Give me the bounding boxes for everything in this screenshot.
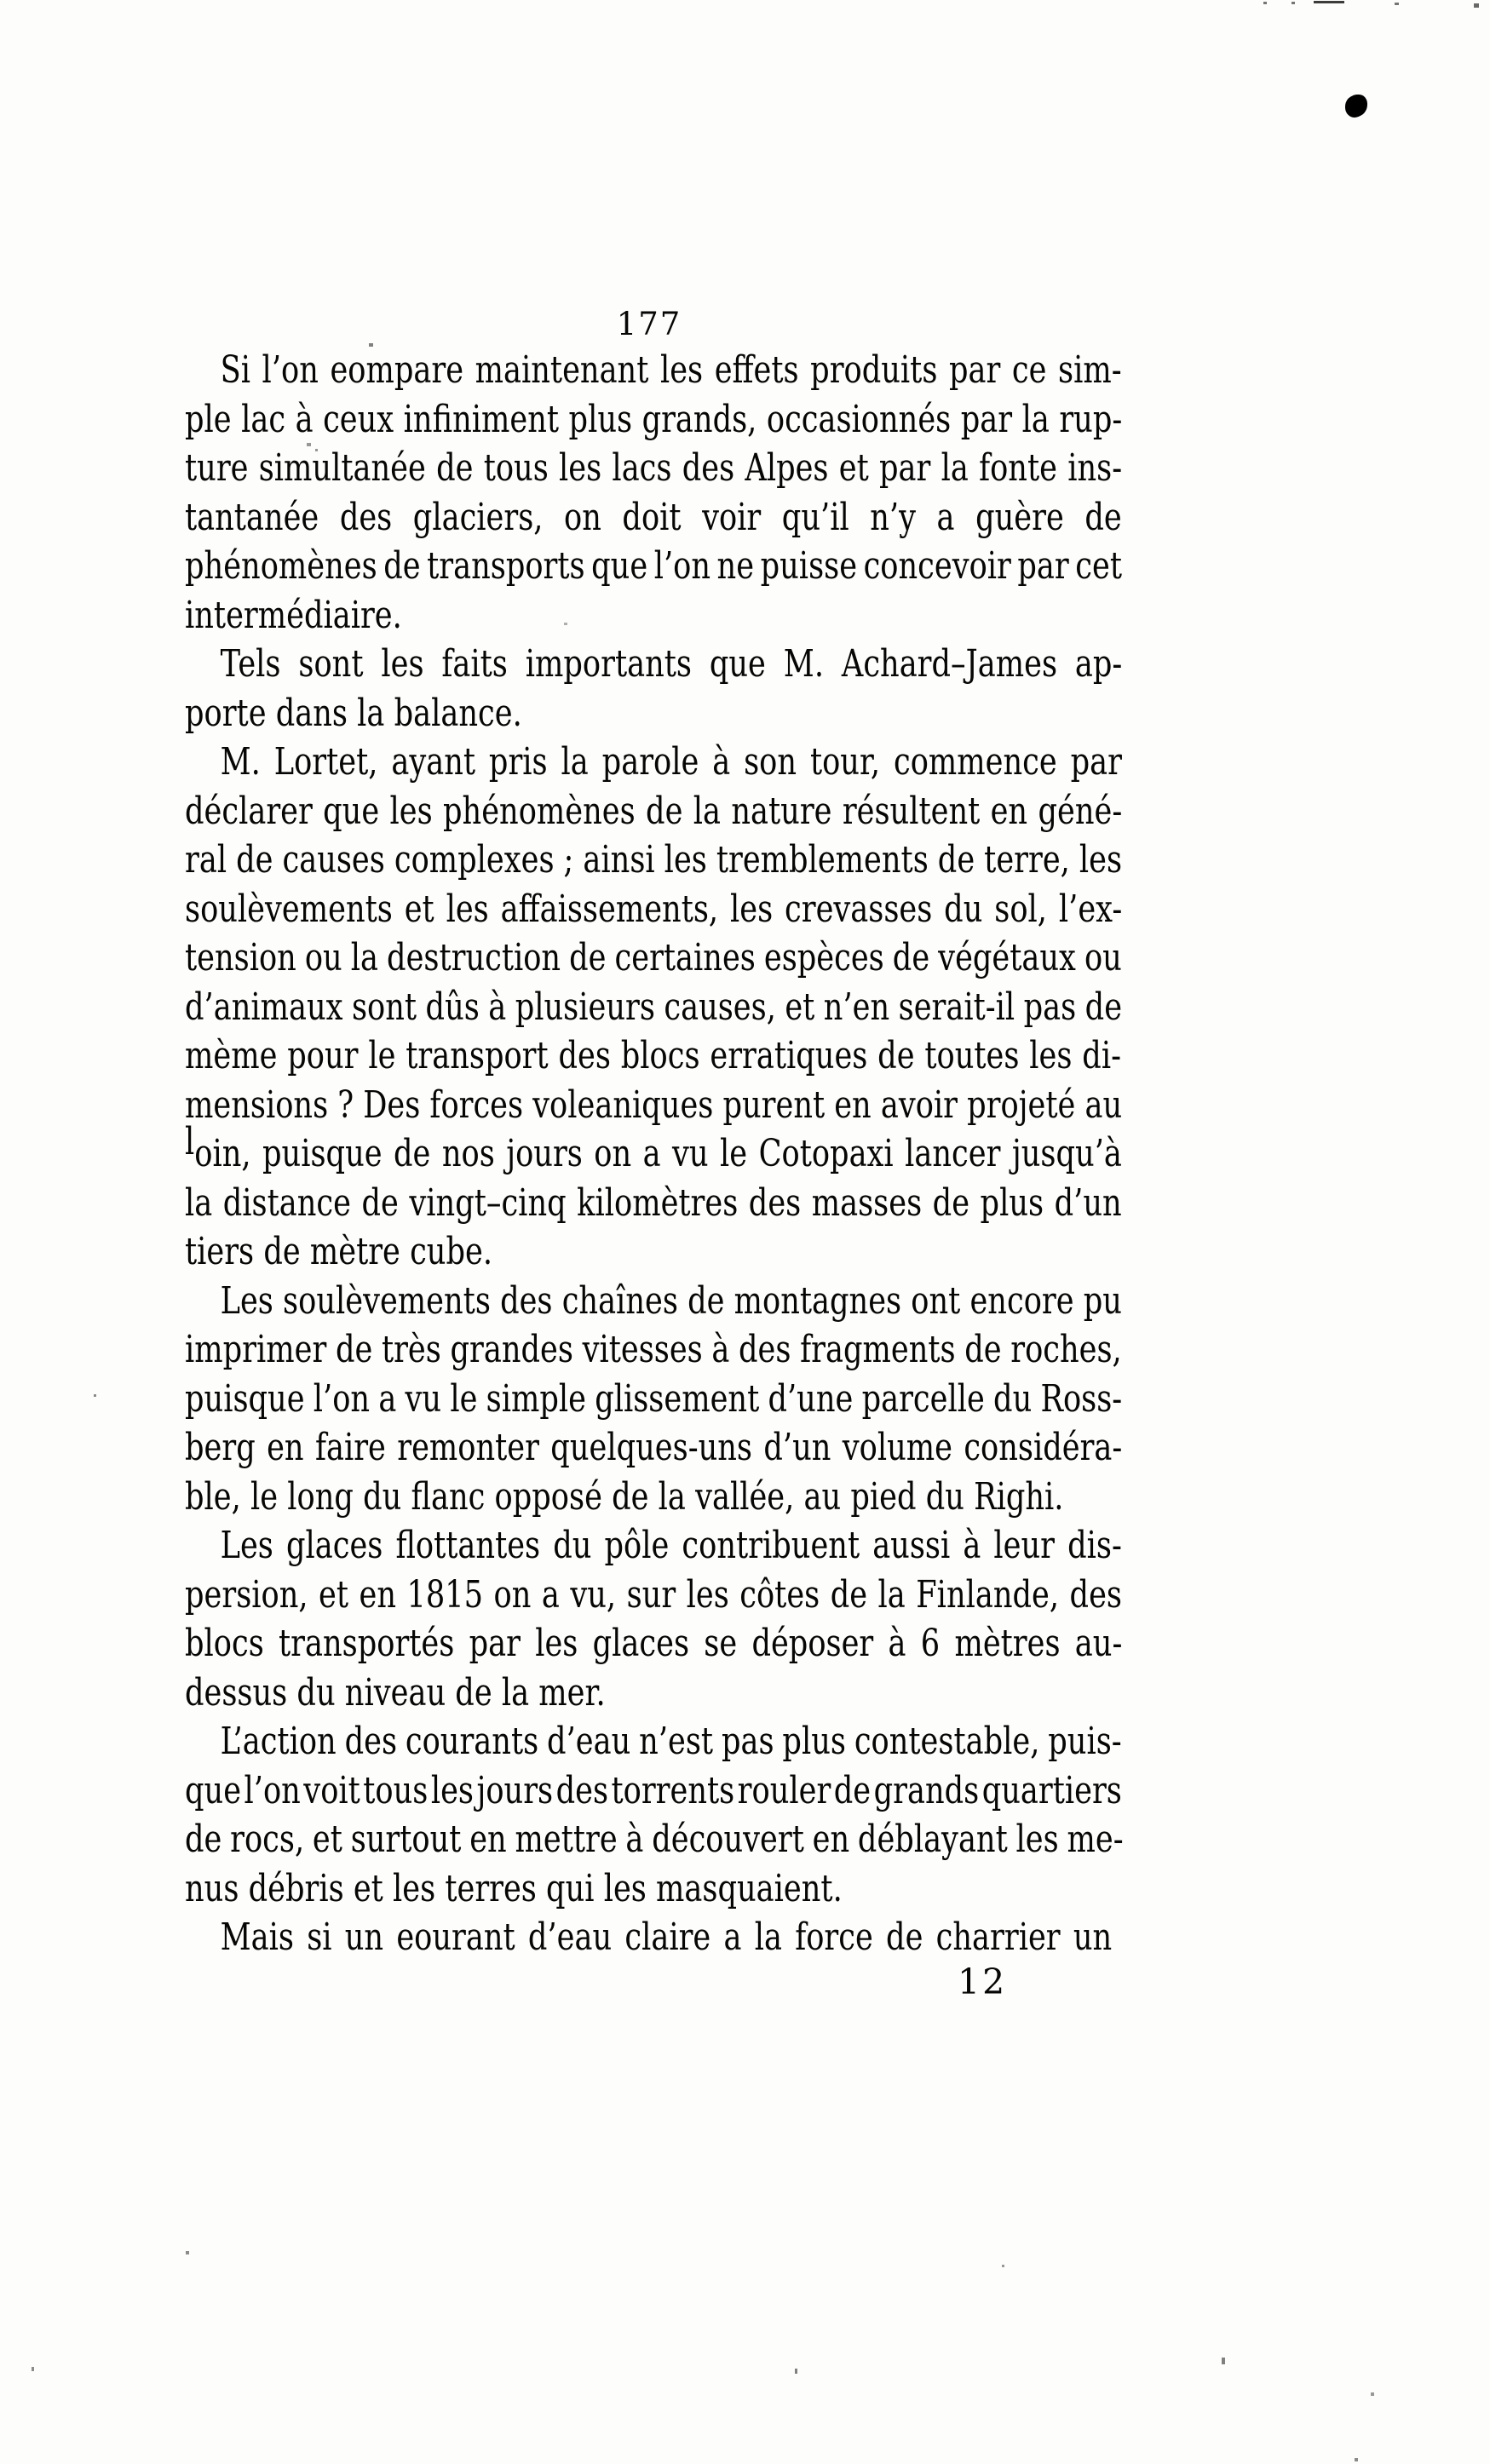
text-line: d’animaux sont dûs à plusieurs causes, et n’en serait-il pas de — [185, 985, 1123, 1029]
text-line: Tels sont les faits importants que M. Achard–James ap- — [220, 642, 1123, 686]
scan-speck — [315, 449, 318, 451]
scan-speck — [1474, 3, 1479, 8]
text-block — [185, 346, 1122, 1962]
scan-speck — [795, 2369, 797, 2374]
scan-speck — [1002, 2265, 1004, 2267]
scan-speck — [1355, 2458, 1358, 2461]
scan-speck — [564, 623, 567, 625]
text-line: Les soulèvements des chaînes de montagnes ont encore pu — [220, 1278, 1122, 1323]
scan-speck — [1222, 2358, 1225, 2364]
text-line: ble, le long du flanc opposé de la vallée, au pied du Righi. — [185, 1474, 1064, 1519]
text-line: la distance de vingt–cinq kilomètres des masses de plus d’un — [185, 1180, 1122, 1225]
scan-speck — [1292, 2, 1295, 4]
scan-speck — [369, 343, 373, 347]
scan-speck — [1395, 3, 1399, 5]
text-line: intermédiaire. — [185, 593, 402, 637]
text-line: nus débris et les terres qui les masquaient. — [185, 1866, 843, 1910]
scan-speck — [1371, 2392, 1374, 2396]
text-line: ral de causes complexes ; ainsi les tremblements de terre, les — [185, 838, 1123, 882]
text-line: M. Lortet, ayant pris la parole à son tour, commence par — [220, 740, 1122, 784]
text-line: mensions ? Des forces voleaniques purent en avoir projeté au — [185, 1083, 1123, 1127]
text-line: tantanée des glaciers, on doit voir qu’il n’y a guère de — [185, 495, 1122, 539]
scan-speck — [1314, 1, 1344, 3]
text-line: que l’on voit tous les jours des torrents rouler de grands quartiers — [185, 1768, 1122, 1812]
text-line: dessus du niveau de la mer. — [185, 1670, 606, 1714]
text-line: berg en faire remonter quelques-uns d’un volume considéra- — [185, 1426, 1123, 1469]
text-line: ture simultanée de tous les lacs des Alpes et par la fonte ins- — [185, 446, 1123, 490]
text-line: de rocs, et surtout en mettre à découvert en déblayant les me- — [185, 1818, 1124, 1861]
text-line: porte dans la balance. — [185, 691, 522, 735]
text-line: Si l’on eompare maintenant les effets produits par ce sim- — [220, 348, 1122, 392]
text-line: Mais si un eourant d’eau claire a la force de charrier un — [220, 1915, 1113, 1959]
text-line: tiers de mètre cube. — [185, 1230, 493, 1273]
text-line: mème pour le transport des blocs erratiques de toutes les di- — [185, 1034, 1121, 1077]
text-line: blocs transportés par les glaces se déposer à 6 mètres au- — [185, 1622, 1123, 1665]
text-line: L’action des courants d’eau n’est pas plus contestable, puis- — [220, 1720, 1122, 1763]
page-number: 177 — [616, 306, 682, 342]
scan-speck — [32, 2367, 34, 2371]
text-line: phénomènes de transports que l’on ne puisse concevoir par cet — [185, 544, 1122, 588]
text-line: déclarer que les phénomènes de la nature résultent en géné- — [185, 789, 1123, 833]
text-line: persion, et en 1815 on a vu, sur les côtes de la Finlande, des — [185, 1572, 1122, 1617]
text-line: imprimer de très grandes vitesses à des fragments de roches, — [185, 1328, 1122, 1371]
text-line: tension ou la destruction de certaines espèces de végétaux ou — [185, 936, 1122, 979]
ink-blot-mark — [1347, 95, 1367, 117]
text-line: loin, puisque de nos jours on a vu le Cotopaxi lancer jusqu’à — [185, 1120, 1122, 1175]
scan-speck — [1263, 2, 1267, 4]
text-line: ple lac à ceux infiniment plus grands, occasionnés par la rup- — [185, 397, 1123, 441]
text-line: puisque l’on a vu le simple glissement d’une parcelle du Ross- — [185, 1376, 1123, 1421]
scan-speck — [307, 443, 311, 446]
text-line: soulèvements et les affaissements, les crevasses du sol, l’ex- — [185, 887, 1123, 931]
text-line: Les glaces flottantes du pôle contribuent aussi à leur dis- — [220, 1524, 1122, 1567]
scan-speck — [94, 1394, 96, 1397]
scan-speck — [186, 2251, 189, 2254]
signature-number: 12 — [958, 1961, 1008, 2002]
